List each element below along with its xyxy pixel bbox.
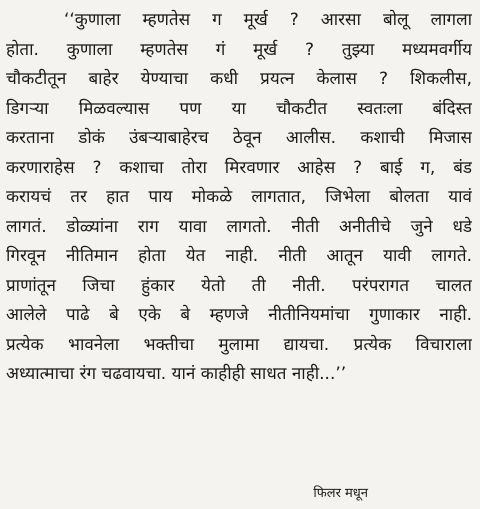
passage-line: करायचं तर हात पाय मोकळे लागतात, जिभेला बोलता यावं (6, 187, 472, 207)
passage-line: होता. कुणाला म्हणतेस गं मूर्ख ? तुझ्या मध्यमवर्गीय (6, 39, 472, 60)
passage-line: प्राणांतून जिचा हुंकार येतो ती नीती. परंपरागत चालत (6, 275, 472, 296)
passage-line: करताना डोकं उंबऱ्याबाहेरच ठेवून आलीस. कशाची मिजास (6, 128, 472, 148)
passage-line: चौकटीतून बाहेर येण्याचा कधी प्रयत्न केलास ? शिकलीस, (6, 69, 472, 89)
passage-line: ‘‘कुणाला म्हणतेस ग मूर्ख ? आरसा बोलू लागला (64, 10, 472, 30)
source-caption: फिलर मधून (313, 486, 368, 501)
passage-line: करणाराहेस ? कशाचा तोरा मिरवणार आहेस ? बाई ग, बंड (6, 157, 472, 178)
passage-line: लागतं. डोळ्यांना राग यावा लागतो. नीती अनीतीचे जुने धडे (6, 216, 472, 237)
passage-line: डिगऱ्या मिळवल्यास पण या चौकटीत स्वतःला बंदिस्त (6, 98, 472, 119)
passage-line: प्रत्येक भावनेला भक्तीचा मुलामा द्यायचा. प्रत्येक विचाराला (6, 334, 472, 355)
passage-line: अध्यात्माचा रंग चढवायचा. यानं काहीही साधत नाही...’’ (6, 364, 347, 384)
passage-line: आलेले पाढे बे एके बे म्हणजे नीतीनियमांचा गुणाकार नाही. (6, 305, 472, 325)
passage-line: गिरवून नीतिमान होता येत नाही. नीती आतून यावी लागते. (6, 246, 472, 266)
